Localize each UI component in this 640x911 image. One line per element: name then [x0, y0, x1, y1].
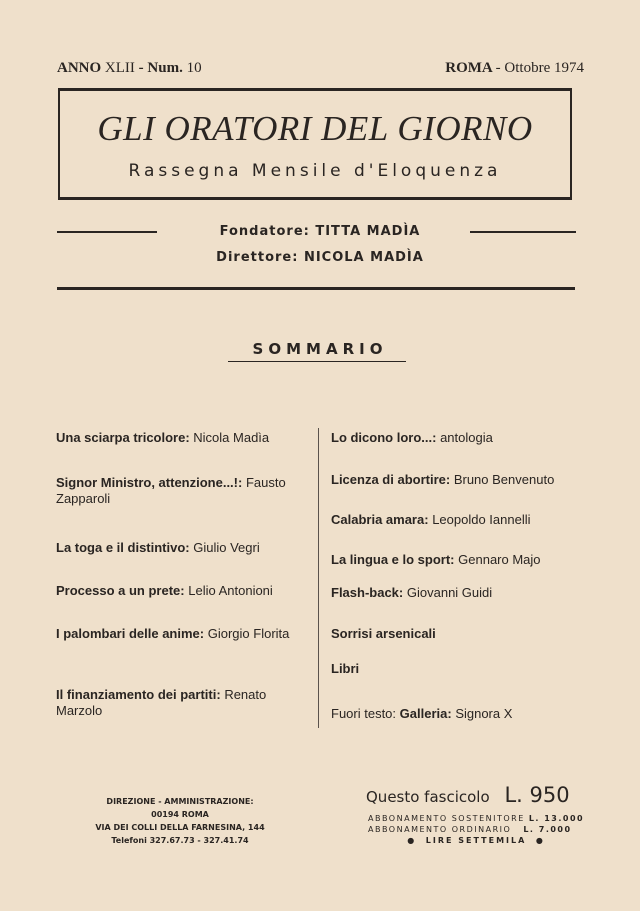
divider — [228, 361, 406, 362]
masthead — [58, 88, 572, 200]
fuori-testo: Fuori testo: Galleria: Signora X — [331, 706, 513, 721]
toc-item: Libri — [331, 661, 360, 676]
magazine-subtitle: Rassegna Mensile d'Eloquenza — [128, 161, 502, 181]
toc-item: Sorrisi arsenicali — [331, 626, 436, 641]
toc-item: Lo dicono loro...: antologia — [331, 430, 493, 445]
issue-number: ANNO XLII - Num. 10 — [57, 60, 202, 76]
magazine-title: GLI ORATORI DEL GIORNO — [97, 109, 533, 148]
toc-item: Calabria amara: Leopoldo Iannelli — [331, 512, 531, 527]
address-line: Telefoni 327.67.73 - 327.41.74 — [111, 836, 249, 845]
toc-item: La toga e il distintivo: Giulio Vegri — [56, 540, 260, 555]
subscriptions: ABBONAMENTO SOSTENITORE L. 13.000 ABBONAMENTO ORDINARIO L. 7.000 ● LIRE SETTEMILA ● — [368, 814, 585, 845]
price-line: Questo fascicolo L. 950 — [366, 783, 570, 807]
toc-item: Una sciarpa tricolore: Nicola Madìa — [56, 430, 270, 445]
divider — [57, 287, 575, 290]
address-line: 00194 ROMA — [151, 810, 209, 819]
founder: Fondatore: TITTA MADÌA — [219, 224, 421, 239]
issue-date: ROMA - Ottobre 1974 — [445, 60, 584, 76]
sommario-heading: SOMMARIO — [252, 340, 388, 358]
toc-item: Processo a un prete: Lelio Antonioni — [56, 583, 273, 598]
toc-item: Signor Ministro, attenzione...!: Fausto Zapparoli — [56, 475, 286, 506]
toc-item: I palombari delle anime: Giorgio Florita — [56, 626, 290, 641]
column-divider — [318, 428, 319, 728]
toc-item: La lingua e lo sport: Gennaro Majo — [331, 552, 541, 567]
toc-item: Il finanziamento dei partiti: Renato Marzolo — [56, 687, 267, 718]
address-line: VIA DEI COLLI DELLA FARNESINA, 144 — [95, 823, 265, 832]
address-line: DIREZIONE - AMMINISTRAZIONE: — [106, 797, 254, 806]
address-block — [60, 795, 300, 847]
toc-item: Flash-back: Giovanni Guidi — [331, 585, 493, 600]
toc-item: Licenza di abortire: Bruno Benvenuto — [331, 472, 555, 487]
director: Direttore: NICOLA MADÌA — [216, 250, 424, 265]
